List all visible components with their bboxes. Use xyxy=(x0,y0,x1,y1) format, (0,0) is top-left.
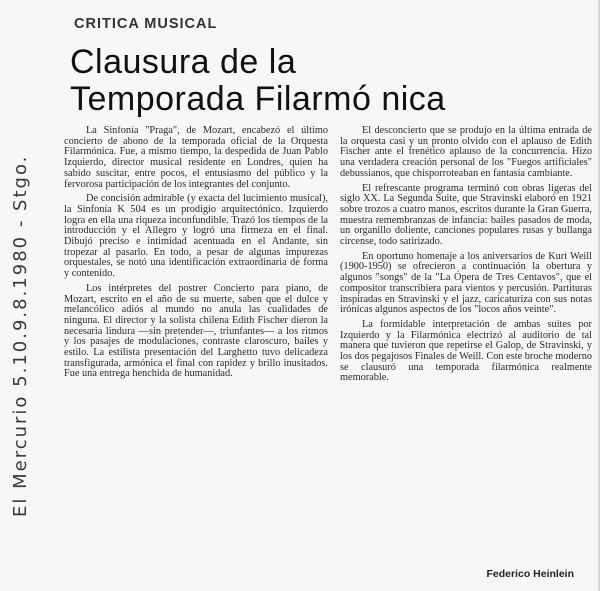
headline-line-2: Temporada Filarmó nica xyxy=(70,80,446,118)
paragraph: Los intérpretes del postrer Concierto para piano, de Mozart, escrito en el año de su muerte, saben que el dulce y melancólico adiós al mundo no anula las cualidades de ninguna. El director y la solista chilena Edith Fischer dieron la necesaria lindura —sin pretender—, triunfantes— a los ritmos y los pasajes de modulaciones, contraste claroscuro, bailes y estilo. La estilista presentación del Larghetto tuvo delicadeza transfigurada, armónica el final con rapidez y brillo inusitados. Fue una entrega henchida de humanidad. xyxy=(64,282,328,380)
handwritten-note: El Mercurio 5.10.9.8.1980 - Stgo. xyxy=(10,154,31,517)
author-byline: Federico Heinlein xyxy=(486,568,574,580)
paragraph: El refrescante programa terminó con obras ligeras del siglo XX. La Segunda Suite, que Stravinski elaboró en 1921 sobre trozos a cuatro manos, escritos durante la Gran Guerra, muestra remembranzas de infancia: bailes pasados de moda, un organillo doliente, canciones populares rusas y bullanga circense, todo satirizado. xyxy=(340,182,592,248)
paragraph: La Sinfonía "Praga", de Mozart, encabezó el último concierto de abono de la temporada oficial de la Orquesta Filarmónica. Fue, a mismo tiempo, la despedida de Juan Pablo Izquierdo, director musical residente en Londres, quien ha sabido suscitar, entre pocos, el entusiasmo del público y la fervorosa participación de los integrantes del conjunto. xyxy=(64,126,328,190)
article-column-left xyxy=(64,126,328,558)
section-title: CRITICA MUSICAL xyxy=(74,16,218,32)
article-column-right xyxy=(340,126,592,558)
headline xyxy=(70,44,590,118)
headline-line-1: Clausura de la xyxy=(70,43,297,81)
paragraph: El desconcierto que se produjo en la última entrada de la orquesta casi y un pronto olvido con el aplauso de Edith Fischer ante el frenético aplauso de la concurrencia. Hizo una verdadera creación personal de los "Fuegos artificiales" debussianos, que chisporroteaban en fantasía cambiante. xyxy=(340,126,592,179)
handwritten-annotation xyxy=(2,35,46,525)
paragraph: La formidable interpretación de ambas suites por Izquierdo y la Filarmónica electrizó al auditorio de tal manera que tuvieron que repetirse el Galop, de Stravinski, y los dos pegajosos Finales de Weill. Con este broche moderno se clausuró una temporada filarmónica realmente memorable. xyxy=(340,318,592,384)
paragraph: En oportuno homenaje a los aniversarios de Kurt Weill (1900-1950) se ofrecieron a continuación la obertura y algunos "songs" de la "La Ópera de Tres Centavos", que el compositor transcribiera para vientos y percusión. Partituras inspiradas en Stravinski y el jazz, caricaturiza con sus notas irónicas algunos aspectos de los "locos años veinte". xyxy=(340,250,592,316)
paragraph: De concisión admirable (y exacta del lucimiento musical), la Sinfonía K 504 es un prodigio arquitectónico. Izquierdo logra en ella una riqueza inconfundible. Trazó los tiempos de la introducción y el Allegro y logró una firmeza en el final. Dibujó preciso e intimidad acentuada en el Andante, sin tropezar al pasarlo. En todo, a pesar de algunas impurezas orquestales, se notó una identificación extraordinaria de forma y contenido. xyxy=(64,193,328,280)
